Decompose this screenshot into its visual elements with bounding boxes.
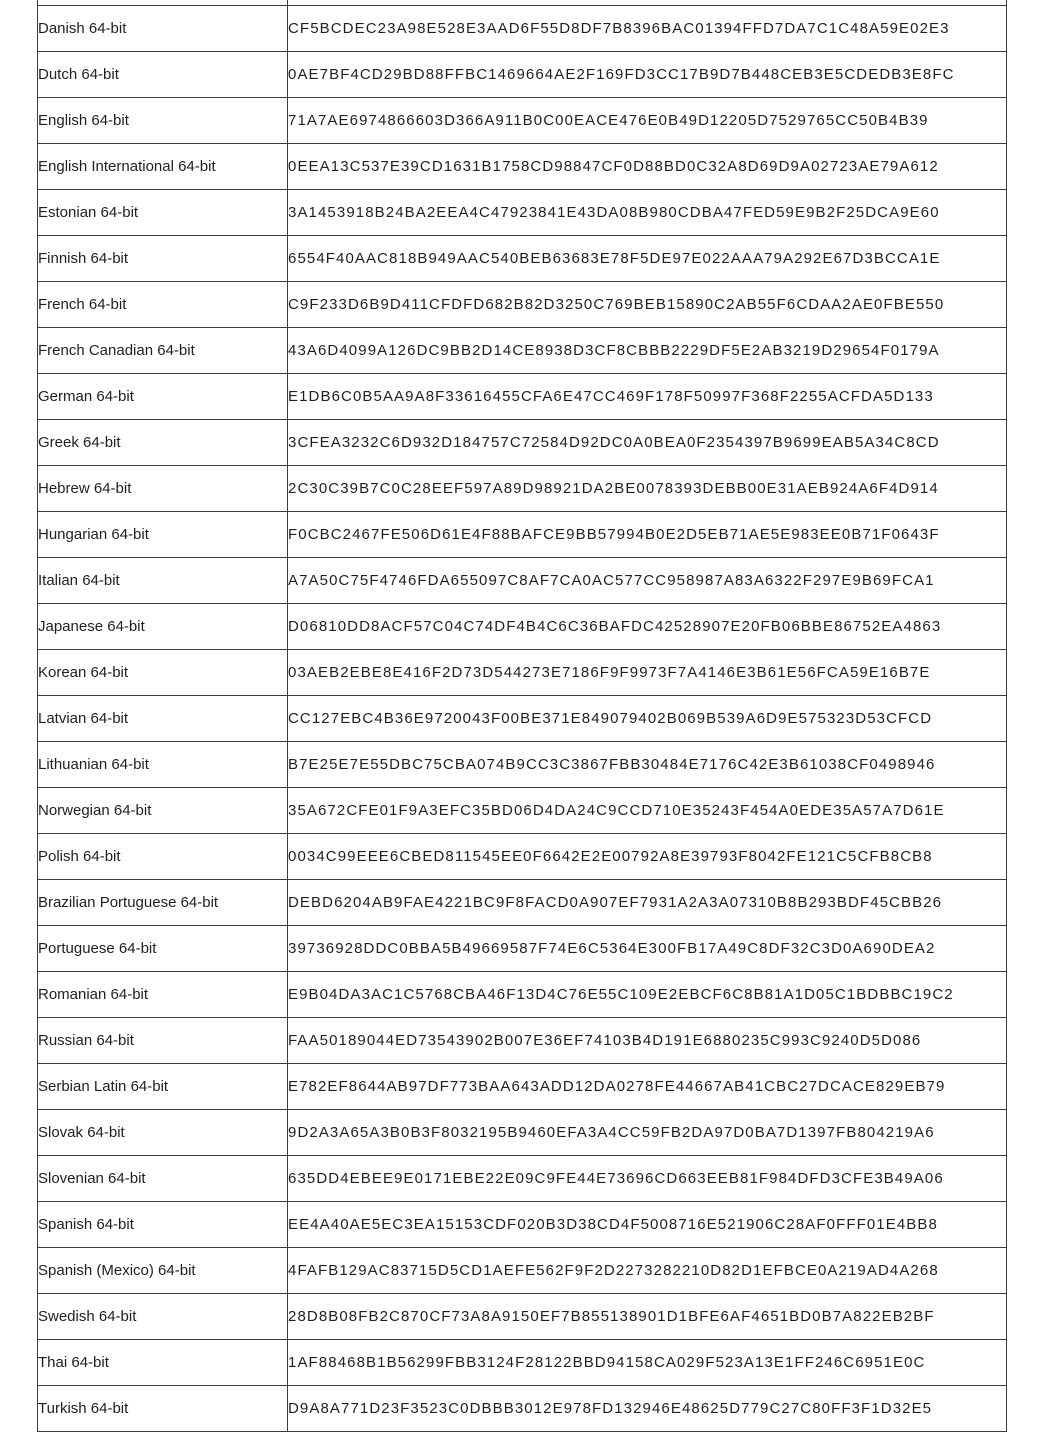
hash-cell: 28D8B08FB2C870CF73A8A9150EF7B855138901D1BFE6AF4651BD0B7A822EB2BF	[288, 1294, 1007, 1340]
language-cell: Italian 64-bit	[38, 558, 288, 604]
table-row	[38, 1156, 1007, 1202]
hash-cell: 3CFEA3232C6D932D184757C72584D92DC0A0BEA0F2354397B9699EAB5A34C8CD	[288, 420, 1007, 466]
language-cell: English International 64-bit	[38, 144, 288, 190]
language-cell: English 64-bit	[38, 98, 288, 144]
table-row	[38, 1202, 1007, 1248]
hash-cell: DEBD6204AB9FAE4221BC9F8FACD0A907EF7931A2A3A07310B8B293BDF45CBB26	[288, 880, 1007, 926]
table-row	[38, 650, 1007, 696]
checksum-table	[37, 0, 1007, 1432]
language-cell: Latvian 64-bit	[38, 696, 288, 742]
table-row	[38, 972, 1007, 1018]
language-cell: Danish 64-bit	[38, 6, 288, 52]
hash-cell: 6554F40AAC818B949AAC540BEB63683E78F5DE97E022AAA79A292E67D3BCCA1E	[288, 236, 1007, 282]
table-row	[38, 144, 1007, 190]
language-cell: Romanian 64-bit	[38, 972, 288, 1018]
table-row	[38, 1248, 1007, 1294]
checksum-table-body	[38, 0, 1007, 1432]
hash-cell: 2C30C39B7C0C28EEF597A89D98921DA2BE0078393DEBB00E31AEB924A6F4D914	[288, 466, 1007, 512]
language-cell: French Canadian 64-bit	[38, 328, 288, 374]
hash-cell: CF5BCDEC23A98E528E3AAD6F55D8DF7B8396BAC01394FFD7DA7C1C48A59E02E3	[288, 6, 1007, 52]
table-row	[38, 1294, 1007, 1340]
table-row	[38, 1386, 1007, 1432]
language-cell: Russian 64-bit	[38, 1018, 288, 1064]
table-row	[38, 52, 1007, 98]
language-cell: Korean 64-bit	[38, 650, 288, 696]
language-cell: Brazilian Portuguese 64-bit	[38, 880, 288, 926]
hash-cell: FAA50189044ED73543902B007E36EF74103B4D191E6880235C993C9240D5D086	[288, 1018, 1007, 1064]
table-row	[38, 190, 1007, 236]
table-row	[38, 328, 1007, 374]
language-cell: Japanese 64-bit	[38, 604, 288, 650]
table-row	[38, 374, 1007, 420]
language-cell: Greek 64-bit	[38, 420, 288, 466]
hash-cell: EE4A40AE5EC3EA15153CDF020B3D38CD4F5008716E521906C28AF0FFF01E4BB8	[288, 1202, 1007, 1248]
hash-cell: 43A6D4099A126DC9BB2D14CE8938D3CF8CBBB2229DF5E2AB3219D29654F0179A	[288, 328, 1007, 374]
hash-cell: C9F233D6B9D411CFDFD682B82D3250C769BEB15890C2AB55F6CDAA2AE0FBE550	[288, 282, 1007, 328]
table-row	[38, 1110, 1007, 1156]
language-cell: Serbian Latin 64-bit	[38, 1064, 288, 1110]
hash-cell: 9D2A3A65A3B0B3F8032195B9460EFA3A4CC59FB2DA97D0BA7D1397FB804219A6	[288, 1110, 1007, 1156]
language-cell: Spanish (Mexico) 64-bit	[38, 1248, 288, 1294]
hash-cell: 0AE7BF4CD29BD88FFBC1469664AE2F169FD3CC17B9D7B448CEB3E5CDEDB3E8FC	[288, 52, 1007, 98]
language-cell: Spanish 64-bit	[38, 1202, 288, 1248]
hash-cell: 0EEA13C537E39CD1631B1758CD98847CF0D88BD0C32A8D69D9A02723AE79A612	[288, 144, 1007, 190]
hash-cell: 0034C99EEE6CBED811545EE0F6642E2E00792A8E39793F8042FE121C5CFB8CB8	[288, 834, 1007, 880]
table-row	[38, 6, 1007, 52]
language-cell: Lithuanian 64-bit	[38, 742, 288, 788]
language-cell: Turkish 64-bit	[38, 1386, 288, 1432]
table-row	[38, 926, 1007, 972]
language-cell: Slovak 64-bit	[38, 1110, 288, 1156]
table-row	[38, 742, 1007, 788]
table-row	[38, 880, 1007, 926]
hash-cell: 35A672CFE01F9A3EFC35BD06D4DA24C9CCD710E35243F454A0EDE35A57A7D61E	[288, 788, 1007, 834]
hash-cell: D06810DD8ACF57C04C74DF4B4C6C36BAFDC42528907E20FB06BBE86752EA4863	[288, 604, 1007, 650]
language-cell: Dutch 64-bit	[38, 52, 288, 98]
table-row	[38, 420, 1007, 466]
table-row	[38, 282, 1007, 328]
table-row	[38, 696, 1007, 742]
table-row	[38, 512, 1007, 558]
checksum-table-container	[37, 0, 1007, 1432]
language-cell: Finnish 64-bit	[38, 236, 288, 282]
hash-cell: 71A7AE6974866603D366A911B0C00EACE476E0B49D12205D7529765CC50B4B39	[288, 98, 1007, 144]
language-cell: Thai 64-bit	[38, 1340, 288, 1386]
hash-cell: 3A1453918B24BA2EEA4C47923841E43DA08B980CDBA47FED59E9B2F25DCA9E60	[288, 190, 1007, 236]
table-row	[38, 236, 1007, 282]
language-cell: Hebrew 64-bit	[38, 466, 288, 512]
hash-cell: F0CBC2467FE506D61E4F88BAFCE9BB57994B0E2D5EB71AE5E983EE0B71F0643F	[288, 512, 1007, 558]
language-cell: Portuguese 64-bit	[38, 926, 288, 972]
hash-cell: A7A50C75F4746FDA655097C8AF7CA0AC577CC958987A83A6322F297E9B69FCA1	[288, 558, 1007, 604]
language-cell: German 64-bit	[38, 374, 288, 420]
table-row	[38, 1340, 1007, 1386]
hash-cell: 1AF88468B1B56299FBB3124F28122BBD94158CA029F523A13E1FF246C6951E0C	[288, 1340, 1007, 1386]
hash-cell: B7E25E7E55DBC75CBA074B9CC3C3867FBB30484E7176C42E3B61038CF0498946	[288, 742, 1007, 788]
language-cell: Polish 64-bit	[38, 834, 288, 880]
table-row	[38, 1064, 1007, 1110]
table-row	[38, 834, 1007, 880]
hash-cell: D9A8A771D23F3523C0DBBB3012E978FD132946E48625D779C27C80FF3F1D32E5	[288, 1386, 1007, 1432]
table-row	[38, 604, 1007, 650]
language-cell: Swedish 64-bit	[38, 1294, 288, 1340]
hash-cell: E1DB6C0B5AA9A8F33616455CFA6E47CC469F178F50997F368F2255ACFDA5D133	[288, 374, 1007, 420]
language-cell: Slovenian 64-bit	[38, 1156, 288, 1202]
language-cell: Hungarian 64-bit	[38, 512, 288, 558]
language-cell: French 64-bit	[38, 282, 288, 328]
language-cell: Norwegian 64-bit	[38, 788, 288, 834]
hash-cell: 39736928DDC0BBA5B49669587F74E6C5364E300FB17A49C8DF32C3D0A690DEA2	[288, 926, 1007, 972]
table-row	[38, 466, 1007, 512]
hash-cell: 4FAFB129AC83715D5CD1AEFE562F9F2D2273282210D82D1EFBCE0A219AD4A268	[288, 1248, 1007, 1294]
table-row	[38, 98, 1007, 144]
hash-cell: E9B04DA3AC1C5768CBA46F13D4C76E55C109E2EBCF6C8B81A1D05C1BDBBC19C2	[288, 972, 1007, 1018]
language-cell: Estonian 64-bit	[38, 190, 288, 236]
hash-cell: 635DD4EBEE9E0171EBE22E09C9FE44E73696CD663EEB81F984DFD3CFE3B49A06	[288, 1156, 1007, 1202]
table-row	[38, 558, 1007, 604]
table-row	[38, 788, 1007, 834]
hash-cell: E782EF8644AB97DF773BAA643ADD12DA0278FE44667AB41CBC27DCACE829EB79	[288, 1064, 1007, 1110]
hash-cell: CC127EBC4B36E9720043F00BE371E849079402B069B539A6D9E575323D53CFCD	[288, 696, 1007, 742]
table-row	[38, 1018, 1007, 1064]
hash-cell: 03AEB2EBE8E416F2D73D544273E7186F9F9973F7A4146E3B61E56FCA59E16B7E	[288, 650, 1007, 696]
